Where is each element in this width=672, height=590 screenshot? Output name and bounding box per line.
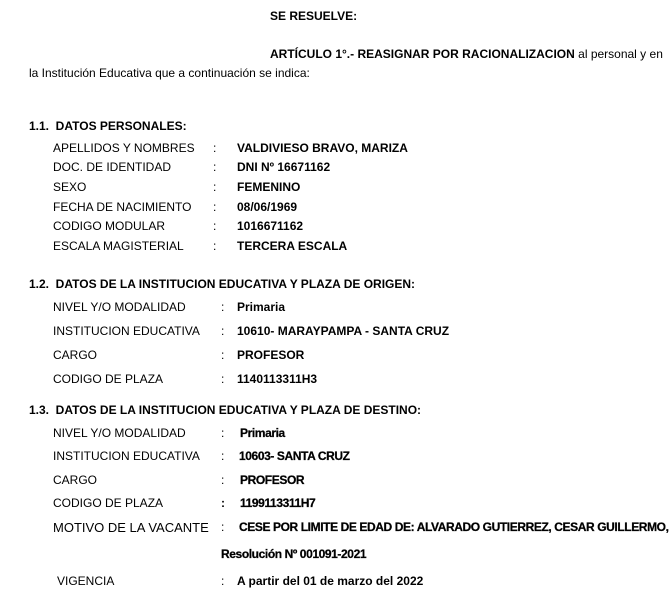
- field-value: DNI Nº 16671162: [237, 160, 331, 174]
- field-colon: :: [213, 200, 217, 214]
- field-label: CODIGO MODULAR: [53, 219, 166, 233]
- article-line-2: la Institución Educativa que a continuación se indica:: [29, 66, 310, 80]
- field-colon: :: [221, 324, 225, 338]
- field-value: 08/06/1969: [237, 200, 298, 214]
- field-label: ESCALA MAGISTERIAL: [53, 239, 184, 253]
- personal-row-birthdate: [0, 200, 672, 216]
- origin-row-plaza-code: [0, 372, 672, 388]
- field-label: NIVEL Y/O MODALIDAD: [53, 426, 186, 440]
- destination-row-level: [0, 426, 672, 442]
- field-value: A partir del 01 de marzo del 2022: [237, 574, 424, 588]
- field-colon: :: [213, 160, 217, 174]
- field-label: CARGO: [53, 348, 98, 362]
- field-colon: :: [221, 372, 225, 386]
- field-label: CARGO: [53, 473, 98, 487]
- personal-row-sex: [0, 180, 672, 196]
- field-value: TERCERA ESCALA: [237, 239, 348, 253]
- origin-row-institution: [0, 324, 672, 340]
- field-label: INSTITUCION EDUCATIVA: [53, 449, 200, 463]
- field-colon: :: [213, 180, 217, 194]
- field-value: CESE POR LIMITE DE EDAD DE: ALVARADO GUTIERREZ, CESAR GUILLERMO,: [239, 520, 669, 534]
- field-value: 1140113311H3: [237, 372, 318, 386]
- field-label: FECHA DE NACIMIENTO: [53, 200, 192, 214]
- destination-row-position: [0, 473, 672, 489]
- resolve-heading: SE RESUELVE:: [270, 9, 358, 23]
- field-label: SEXO: [53, 180, 87, 194]
- field-value: Primaria: [237, 300, 286, 314]
- field-label: INSTITUCION EDUCATIVA: [53, 324, 200, 338]
- field-value: 1016671162: [237, 219, 304, 233]
- field-label: MOTIVO DE LA VACANTE: [53, 520, 209, 535]
- article-text: al personal y en: [574, 47, 663, 61]
- field-colon: :: [213, 219, 217, 233]
- field-colon: :: [213, 239, 217, 253]
- field-label: APELLIDOS Y NOMBRES: [53, 141, 195, 155]
- field-value: 10610- MARAYPAMPA - SANTA CRUZ: [237, 324, 450, 338]
- personal-row-id: [0, 160, 672, 176]
- field-colon: :: [221, 574, 225, 588]
- section-destination-heading: 1.3. DATOS DE LA INSTITUCION EDUCATIVA Y PLAZA DE DESTINO:: [29, 403, 422, 417]
- article-line-1: [270, 47, 663, 61]
- field-label: VIGENCIA: [57, 574, 115, 588]
- field-colon: :: [221, 348, 225, 362]
- destination-row-vacancy-reason: [0, 520, 672, 536]
- field-colon: :: [221, 496, 225, 510]
- origin-row-position: [0, 348, 672, 364]
- field-colon: :: [221, 473, 225, 487]
- section-origin-heading: 1.2. DATOS DE LA INSTITUCION EDUCATIVA Y PLAZA DE ORIGEN:: [29, 277, 416, 291]
- personal-row-names: [0, 141, 672, 157]
- field-value: Primaria: [240, 426, 285, 440]
- field-value: VALDIVIESO BRAVO, MARIZA: [237, 141, 408, 155]
- personal-row-scale: [0, 239, 672, 255]
- field-value: 10603- SANTA CRUZ: [239, 449, 350, 463]
- field-colon: :: [221, 300, 225, 314]
- destination-row-plaza-code: [0, 496, 672, 512]
- field-colon: :: [221, 426, 225, 440]
- field-value: PROFESOR: [240, 473, 305, 487]
- field-colon: :: [221, 449, 225, 463]
- field-label: NIVEL Y/O MODALIDAD: [53, 300, 186, 314]
- field-value: FEMENINO: [237, 180, 301, 194]
- field-value: 1199113311H7: [240, 496, 316, 510]
- field-value: PROFESOR: [237, 348, 305, 362]
- origin-row-level: [0, 300, 672, 316]
- vacancy-resolution-number: Resolución Nº 001091-2021: [221, 547, 367, 561]
- personal-row-modular-code: [0, 219, 672, 235]
- field-label: CODIGO DE PLAZA: [53, 372, 164, 386]
- field-label: CODIGO DE PLAZA: [53, 496, 164, 510]
- section-personal-heading: 1.1. DATOS PERSONALES:: [29, 119, 187, 133]
- field-colon: :: [213, 141, 217, 155]
- field-colon: :: [221, 520, 225, 534]
- field-label: DOC. DE IDENTIDAD: [53, 160, 172, 174]
- article-title: ARTÍCULO 1°.- REASIGNAR POR RACIONALIZACION: [270, 47, 575, 61]
- destination-row-validity: [0, 574, 672, 590]
- destination-row-institution: [0, 449, 672, 465]
